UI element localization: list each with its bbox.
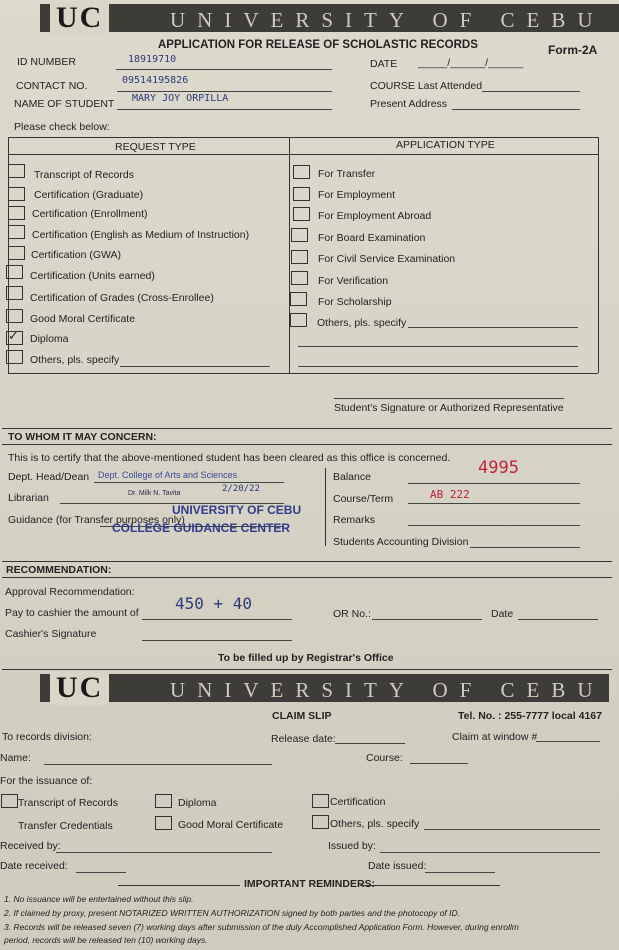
- issuance-option: Transcript of Records: [18, 797, 118, 809]
- claim-course-line[interactable]: [410, 763, 468, 764]
- table-bottom-border: [8, 373, 598, 374]
- request-others-line[interactable]: [120, 366, 270, 367]
- librarian-value[interactable]: Dr. Milk N. Tavita: [128, 490, 181, 497]
- claim-name-label: Name:: [0, 752, 31, 764]
- date-issued-line[interactable]: [425, 872, 495, 873]
- issuance-option: Good Moral Certificate: [178, 819, 284, 831]
- guidance-label: Guidance (for Transfer purposes only): [8, 514, 185, 526]
- application-item: For Scholarship: [318, 296, 392, 308]
- id-number-label: ID NUMBER: [17, 56, 76, 68]
- remarks-line[interactable]: [408, 525, 580, 526]
- received-by-line[interactable]: [56, 852, 272, 853]
- accounting-label: Students Accounting Division: [333, 536, 469, 548]
- table-right-border: [598, 137, 599, 373]
- request-type-header: REQUEST TYPE: [115, 141, 196, 153]
- claim-banner: [40, 671, 609, 704]
- issuance-checkbox[interactable]: [312, 794, 329, 808]
- address-line[interactable]: [452, 109, 580, 110]
- reminders-rule: [360, 885, 500, 886]
- request-checkbox[interactable]: [8, 206, 25, 220]
- issuance-option: Transfer Credentials: [18, 820, 113, 832]
- reminders-heading: IMPORTANT REMINDERS:: [244, 878, 376, 890]
- registrar-note: To be filled up by Registrar's Office: [218, 652, 394, 664]
- header-banner: [40, 1, 619, 34]
- application-checkbox[interactable]: [293, 165, 310, 179]
- signature-label: Student's Signature or Authorized Representative: [334, 402, 564, 414]
- recommendation-heading: RECOMMENDATION:: [6, 564, 112, 576]
- signature-line[interactable]: [334, 398, 564, 399]
- release-date-label: Release date:: [271, 733, 336, 745]
- dept-head-line: [94, 482, 284, 483]
- request-checkbox[interactable]: [8, 246, 25, 260]
- certify-text: This is to certify that the above-mentioned student has been cleared as this office is concerned.: [8, 452, 451, 464]
- rec-date-line[interactable]: [518, 619, 598, 620]
- guidance-stamp-line1: UNIVERSITY OF CEBU: [172, 503, 302, 517]
- date-value[interactable]: _____/______/______: [418, 57, 524, 69]
- issuance-checkbox[interactable]: [1, 794, 18, 808]
- application-item: For Verification: [318, 275, 389, 287]
- issued-by-line[interactable]: [380, 852, 600, 853]
- pay-label: Pay to cashier the amount of: [5, 607, 139, 619]
- request-item: Transcript of Records: [34, 169, 134, 181]
- date-received-line[interactable]: [76, 872, 126, 873]
- request-item: Certification of Grades (Cross-Enrollee): [30, 292, 214, 304]
- section-divider: [2, 577, 612, 578]
- remarks-label: Remarks: [333, 514, 376, 526]
- accounting-divider: [325, 468, 326, 546]
- or-number-label: OR No.:: [333, 608, 371, 620]
- records-division-label: To records division:: [2, 731, 92, 743]
- contact-label: CONTACT NO.: [16, 80, 88, 92]
- librarian-label: Librarian: [8, 492, 49, 504]
- cashier-signature-label: Cashier's Signature: [5, 628, 97, 640]
- claim-tel: Tel. No. : 255-7777 local 4167: [458, 710, 602, 722]
- issuance-option: Certification: [330, 796, 386, 808]
- date-received-label: Date received:: [0, 860, 68, 872]
- date-issued-label: Date issued:: [368, 860, 427, 872]
- received-by-label: Received by:: [0, 840, 61, 852]
- id-number-line: [116, 69, 332, 70]
- section-divider: [2, 561, 612, 562]
- request-item: Certification (Units earned): [30, 270, 155, 282]
- university-name: UNIVERSITY OF CEBU: [170, 678, 605, 702]
- reminder-item: 2. If claimed by proxy, present NOTARIZED WRITTEN AUTHORIZATION signed by both parties and the photocopy of ID.: [4, 908, 461, 918]
- application-checkbox[interactable]: [290, 313, 307, 327]
- contact-value[interactable]: 09514195826: [122, 75, 189, 86]
- reminders-rule: [118, 885, 240, 886]
- request-item: Others, pls. specify: [30, 354, 120, 366]
- request-item: Diploma: [30, 333, 69, 345]
- section-divider: [2, 669, 612, 670]
- issuance-label: For the issuance of:: [0, 775, 93, 787]
- issuance-checkbox[interactable]: [312, 815, 329, 829]
- dept-head-label: Dept. Head/Dean: [8, 471, 90, 483]
- form-number: Form-2A: [548, 43, 598, 57]
- request-checkbox[interactable]: [6, 286, 23, 300]
- issuance-option: Diploma: [178, 797, 217, 809]
- issuance-others-line[interactable]: [424, 829, 600, 830]
- course-term-value[interactable]: AB 222: [430, 488, 470, 501]
- university-logo: UC: [50, 671, 109, 705]
- section-divider: [2, 428, 612, 429]
- application-extra-line[interactable]: [298, 346, 578, 347]
- table-header-border: [8, 154, 598, 155]
- request-item: Certification (Graduate): [34, 189, 144, 201]
- request-item: Certification (English as Medium of Instruction): [32, 229, 250, 241]
- application-checkbox[interactable]: [293, 187, 310, 201]
- application-others-line[interactable]: [408, 327, 578, 328]
- pay-line: [142, 619, 292, 620]
- course-label: COURSE Last Attended: [370, 80, 483, 92]
- claim-window-label: Claim at window #: [452, 731, 538, 743]
- address-label: Present Address: [370, 98, 448, 110]
- id-number-value[interactable]: 18919710: [128, 54, 177, 65]
- request-checkbox[interactable]: [8, 164, 25, 178]
- section-divider: [2, 444, 612, 445]
- application-item: For Civil Service Examination: [318, 253, 456, 265]
- guidance-stamp-line2: COLLEGE GUIDANCE CENTER: [112, 521, 291, 535]
- dept-head-value[interactable]: Dept. College of Arts and Sciences: [98, 470, 238, 480]
- application-checkbox[interactable]: [291, 271, 308, 285]
- reminder-item: 1. No issuance will be entertained without this slip.: [4, 894, 194, 904]
- request-checkbox[interactable]: [8, 187, 25, 201]
- diploma-checkbox-checked[interactable]: [6, 331, 23, 345]
- university-name: UNIVERSITY OF CEBU: [170, 8, 605, 32]
- request-item: Certification (Enrollment): [32, 208, 148, 220]
- issuance-option: Others, pls. specify: [330, 818, 420, 830]
- request-checkbox[interactable]: [8, 225, 25, 239]
- application-checkbox[interactable]: [291, 228, 308, 242]
- issuance-checkbox[interactable]: [155, 794, 172, 808]
- request-item: Certification (GWA): [31, 249, 122, 261]
- application-extra-line[interactable]: [298, 366, 578, 367]
- balance-line: [408, 483, 580, 484]
- accounting-line[interactable]: [470, 547, 580, 548]
- course-term-label: Course/Term: [333, 493, 394, 505]
- issued-by-label: Issued by:: [328, 840, 376, 852]
- approval-label: Approval Recommendation:: [5, 586, 135, 598]
- student-name-label: NAME OF STUDENT: [14, 98, 115, 110]
- claim-window-line[interactable]: [536, 741, 600, 742]
- check-instruction: Please check below:: [14, 121, 110, 133]
- course-line[interactable]: [482, 91, 580, 92]
- application-checkbox[interactable]: [290, 292, 307, 306]
- form-title: APPLICATION FOR RELEASE OF SCHOLASTIC RECORDS: [158, 39, 478, 51]
- application-checkbox[interactable]: [291, 250, 308, 264]
- request-checkbox[interactable]: [6, 265, 23, 279]
- date-label: DATE: [370, 58, 398, 70]
- table-divider: [289, 137, 290, 373]
- claim-course-label: Course:: [366, 752, 403, 764]
- table-top-border: [8, 137, 598, 138]
- application-checkbox[interactable]: [293, 207, 310, 221]
- claim-name-line[interactable]: [44, 764, 272, 765]
- reminder-item: period, records will be released ten (10) working days.: [4, 935, 208, 945]
- balance-label: Balance: [333, 471, 371, 483]
- claim-slip-title: CLAIM SLIP: [272, 710, 332, 722]
- request-checkbox[interactable]: [6, 309, 23, 323]
- request-item: Good Moral Certificate: [30, 313, 136, 325]
- contact-line: [117, 91, 332, 92]
- application-item: For Employment Abroad: [318, 210, 432, 222]
- course-term-line: [408, 503, 580, 504]
- application-item: Others, pls. specify: [317, 317, 407, 329]
- concern-heading: TO WHOM IT MAY CONCERN:: [8, 431, 157, 443]
- student-name-line: [117, 109, 332, 110]
- release-date-line[interactable]: [335, 743, 405, 744]
- issuance-checkbox[interactable]: [155, 816, 172, 830]
- or-number-line[interactable]: [372, 619, 482, 620]
- librarian-date[interactable]: 2/20/22: [222, 484, 260, 494]
- university-logo: UC: [50, 1, 109, 35]
- balance-value[interactable]: 4995: [478, 458, 519, 478]
- rec-date-label: Date: [491, 608, 514, 620]
- cashier-signature-line[interactable]: [142, 640, 292, 641]
- pay-value[interactable]: 450 + 40: [175, 594, 253, 613]
- request-checkbox[interactable]: [6, 350, 23, 364]
- reminder-item: 3. Records will be released seven (7) working days after submission of the duly Accomplished Application Form. However, during enrollm: [4, 922, 519, 932]
- application-item: For Transfer: [318, 168, 376, 180]
- application-item: For Board Examination: [318, 232, 426, 244]
- application-item: For Employment: [318, 189, 396, 201]
- application-type-header: APPLICATION TYPE: [396, 139, 495, 151]
- student-name-value[interactable]: MARY JOY ORPILLA: [132, 93, 229, 104]
